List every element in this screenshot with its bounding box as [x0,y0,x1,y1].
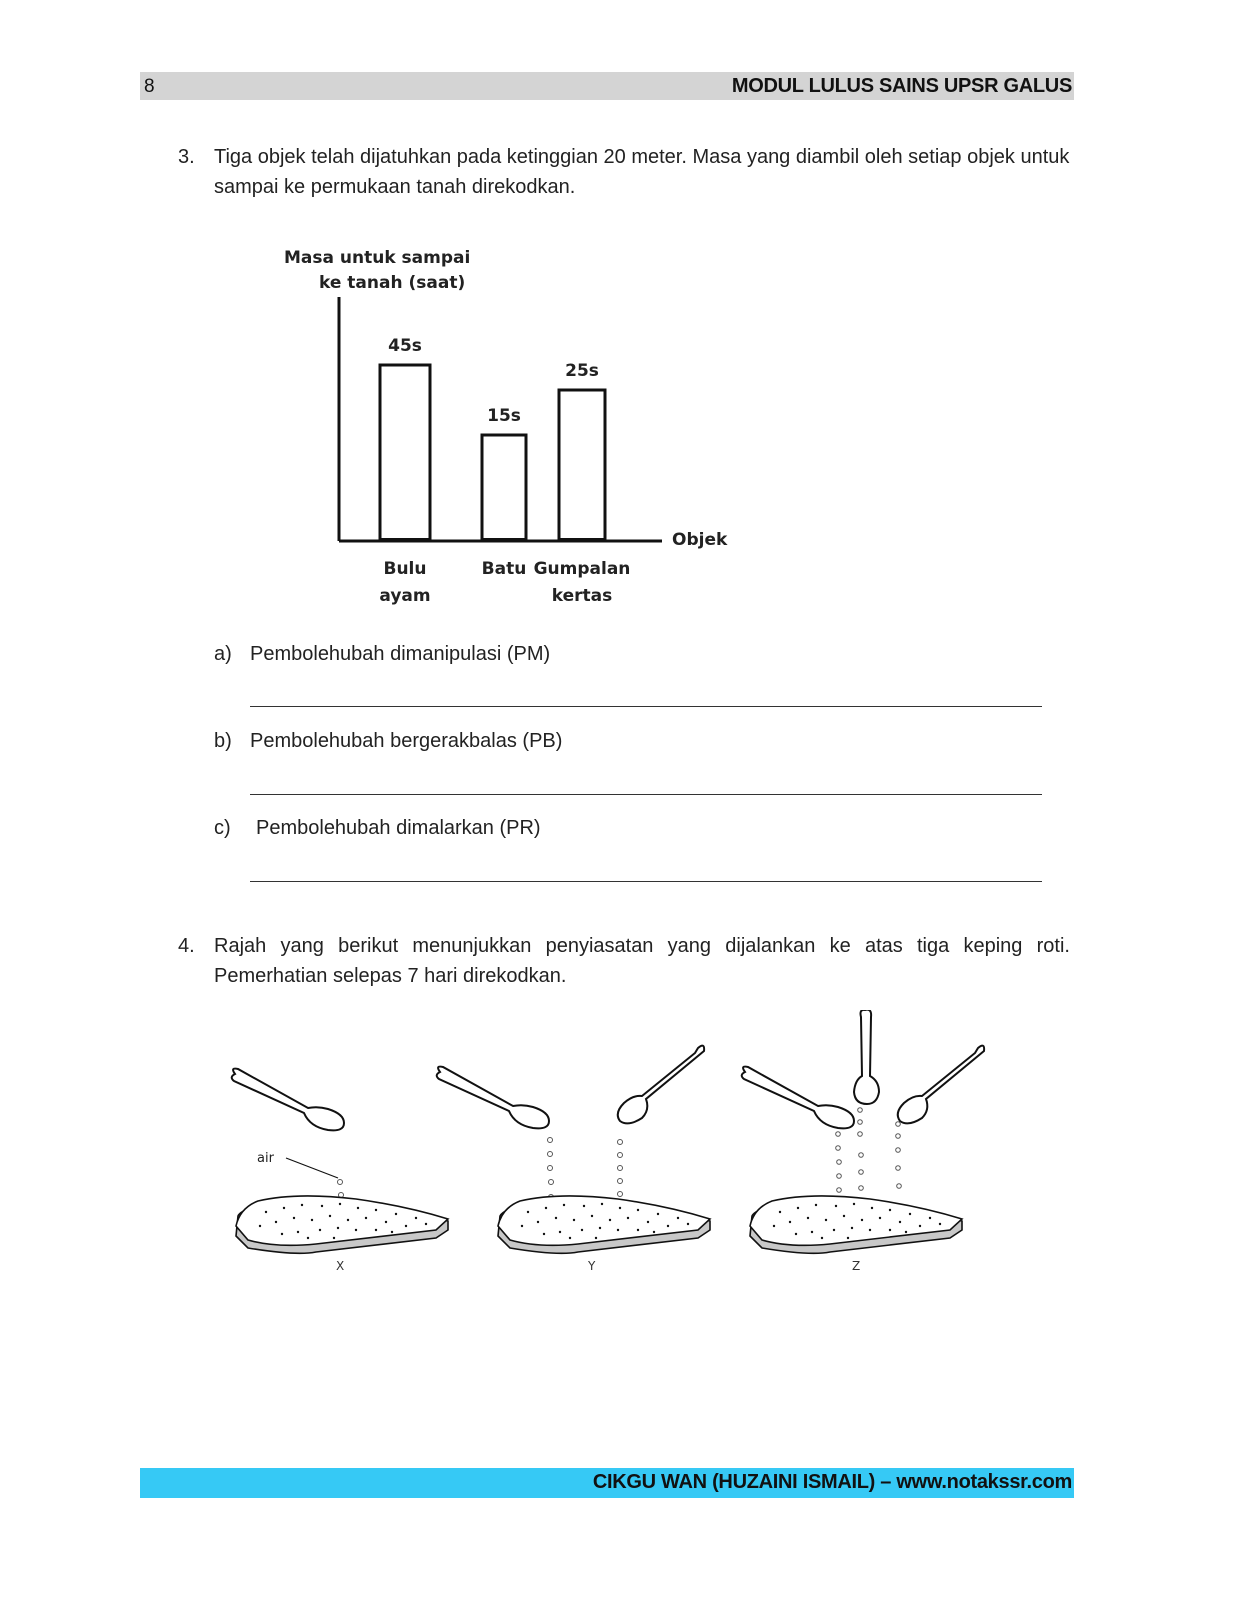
chart-ylabel-line1: Masa untuk sampai [284,248,471,268]
category-label-0-line2: ayam [379,586,431,606]
bar-chart [260,235,760,625]
bread-experiment-diagram [220,1010,1000,1280]
bread-z [742,1010,984,1273]
q3-part-c-label: c) [214,817,231,839]
chart-ylabel-line2: ke tanah (saat) [319,273,466,293]
page-number: 8 [144,76,155,97]
answer-line-a[interactable] [250,706,1042,707]
category-label-0-line1: Bulu [383,559,427,579]
bar-value-label-0: 45s [388,336,422,356]
bread-label-y: Y [588,1259,596,1273]
footer-bar [140,1468,1074,1498]
q3-part-b-label: b) [214,730,232,752]
question-4-number: 4. [178,935,195,957]
category-label-2-line2: kertas [551,586,613,606]
chart-xlabel: Objek [672,530,728,550]
answer-line-b[interactable] [250,794,1042,795]
bar-1 [482,435,526,540]
bar-value-label-2: 25s [565,361,599,381]
bread-y [437,1046,710,1273]
bread-x [232,1069,448,1273]
answer-line-c[interactable] [250,881,1042,882]
question-3-text: Tiga objek telah dijatuhkan pada ketinggian 20 meter. Masa yang diambil oleh setiap objek untuk sampai ke permukaan tanah direkodkan. [214,146,1070,198]
header-bar [140,72,1074,100]
bar-2 [559,390,605,540]
q3-part-b-text: Pembolehubah bergerakbalas (PB) [250,730,563,752]
footer-credit: CIKGU WAN (HUZAINI ISMAIL) – www.notakssr.com [592,1471,1072,1493]
module-title: MODUL LULUS SAINS UPSR GALUS [731,75,1072,97]
bar-value-label-1: 15s [487,406,521,426]
category-label-2-line1: Gumpalan [533,559,631,579]
category-label-1-line1: Batu [481,559,527,579]
q3-part-a-label: a) [214,643,232,665]
bar-0 [380,365,430,540]
question-3-number: 3. [178,146,195,168]
q3-part-c-text: Pembolehubah dimalarkan (PR) [256,817,541,839]
bread-label-z: Z [852,1259,861,1273]
water-label: air [257,1151,274,1166]
q3-part-a-text: Pembolehubah dimanipulasi (PM) [250,643,551,665]
question-4-text: Rajah yang berikut menunjukkan penyiasatan yang dijalankan ke atas tiga keping roti. Pemerhatian selepas 7 hari direkodkan. [214,935,1070,987]
bread-label-x: X [336,1259,345,1273]
